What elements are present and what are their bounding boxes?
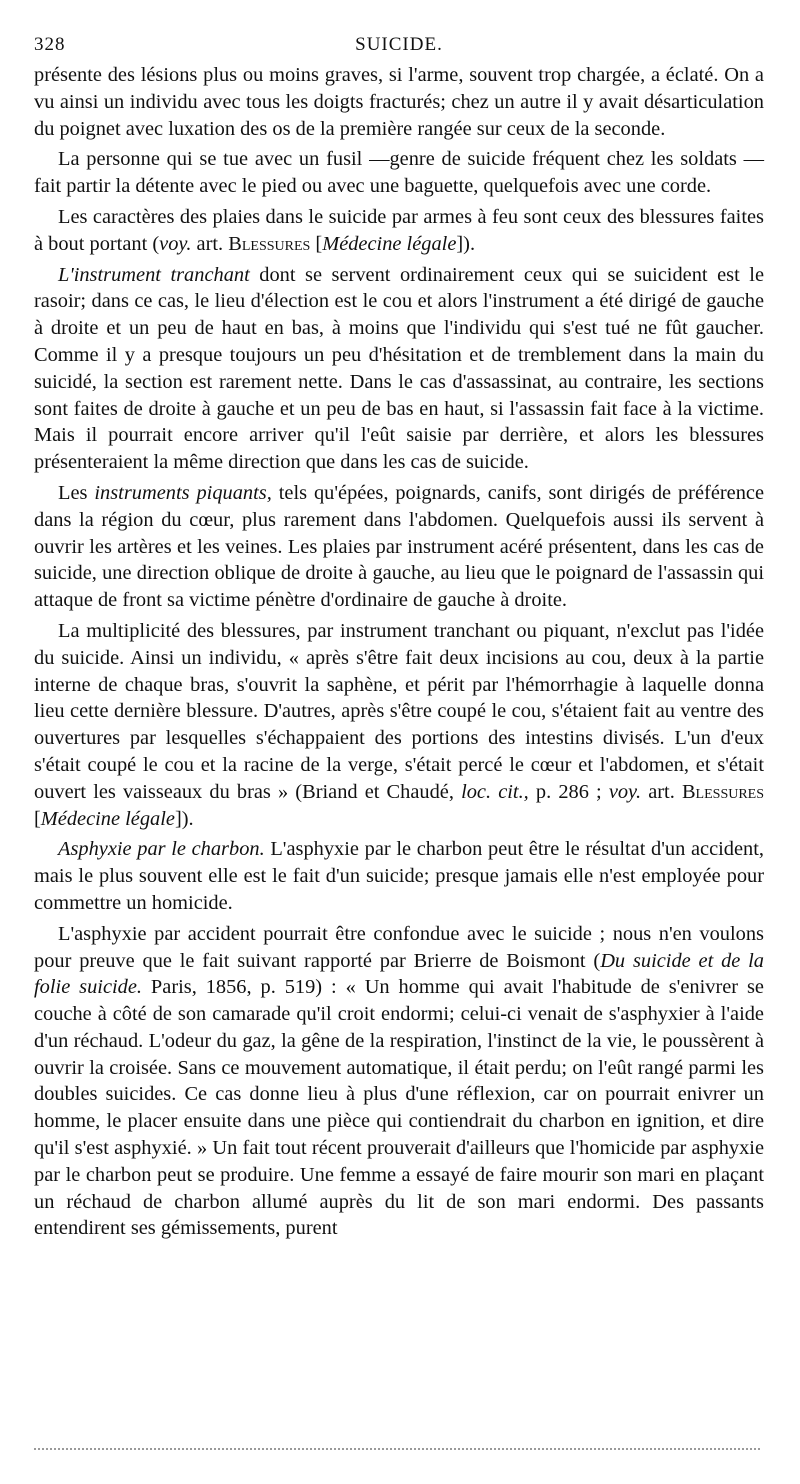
text-run: ]). xyxy=(174,807,194,830)
text-run: dont se servent ordinairement ceux qui se suicident est le rasoir; dans ce cas, le lieu d'élection est le cou et alors l'instrument a été dirigé de gauche à droite et un peu de haut en bas, à moins que l'individu qui s'est tué ne fût gaucher. Comme il y a presque toujours un peu d'hésitation et de tremblement dans la main du suicidé, la section est rarement nette. Dans le cas d'assassinat, au contraire, les sections sont faites de droite à gauche et un peu de bas en haut, si l'assassin fait face à la victime. Mais il pourrait encore arriver qu'il l'eût saisie par derrière, et alors les blessures présenteraient la même direction que dans les cas de suicide. xyxy=(34,263,764,474)
text-run: art. xyxy=(641,780,682,803)
text-run: tels qu'épées, poignards, canifs, sont dirigés de préférence dans la région du cœur, plus rarement dans l'abdomen. Quelquefois aussi ils servent à ouvrir les artères et les veines. Les plaies par instrument acéré présentent, dans les cas de suicide, une direction oblique de droite à gauche, au lieu que le poignard de l'assassin qui attaque de front sa victime pénètre d'ordinaire de gauche à droite. xyxy=(34,481,764,612)
paragraph xyxy=(34,62,764,142)
text-run: L'asphyxie par accident pourrait être confondue avec le suicide ; nous n'en voulons pour preuve que le fait suivant rapporté par Brierre de Boismont ( xyxy=(34,922,764,972)
text-run: [ xyxy=(310,232,323,255)
text-run: p. 286 ; xyxy=(528,780,609,803)
italic-run: Médecine légale xyxy=(40,807,175,830)
text-run: Paris, 1856, p. 519) : « Un homme qui avait l'habitude de s'enivrer se couche à côté de son camarade qu'il croit endormi; celui-ci venait de s'asphyxier à l'aide d'un réchaud. L'odeur du gaz, la gêne de la respiration, l'instinct de la vie, le poussèrent à ouvrir la croisée. Sans ce mouvement automatique, il était perdu; on l'eût rangé parmi les doubles suicides. Ce cas donne lieu à plus d'une réflexion, car on pourrait enivrer un homme, le placer ensuite dans une pièce qui contiendrait du charbon en ignition, et dire qu'il s'est asphyxié. » Un fait tout récent prouverait d'ailleurs que l'homicide par asphyxie par le charbon peut se produire. Une femme a essayé de faire mourir son mari en plaçant un réchaud de charbon allumé auprès du lit de son mari endormi. Des passants entendirent ses gémissements, purent xyxy=(34,976,764,1240)
italic-run: Du suicide et de la folie suicide. xyxy=(34,949,764,999)
text-run: présente des lésions plus ou moins graves, si l'arme, souvent trop chargée, a éclaté. On a vu ainsi un individu avec tous les doigts fracturés; chez un autre il y avait désarticulation du poignet avec luxation des os de la première rangée sur ceux de la seconde. xyxy=(34,64,764,140)
paragraph xyxy=(34,204,764,258)
italic-run: loc. cit., xyxy=(461,780,529,803)
italic-run: voy. xyxy=(159,232,192,255)
italic-run: L'instrument tranchant xyxy=(58,263,250,286)
page-number: 328 xyxy=(34,34,66,55)
paragraph xyxy=(34,262,764,476)
small-caps-run: Blessures xyxy=(228,232,311,255)
footer-rule xyxy=(34,1448,760,1450)
paragraph xyxy=(34,146,764,200)
paragraph xyxy=(34,480,764,614)
text-run: [ xyxy=(34,807,41,830)
italic-run: Médecine légale xyxy=(322,232,457,255)
paragraph xyxy=(34,836,764,916)
text-run: La personne qui se tue avec un fusil —genre de suicide fréquent chez les soldats — fait partir la détente avec le pied ou avec une baguette, quelquefois avec une corde. xyxy=(34,148,764,198)
text-run: La multiplicité des blessures, par instrument tranchant ou piquant, n'exclut pas l'idée du suicide. Ainsi un individu, « après s'être fait deux incisions au cou, deux à la partie interne de chaque bras, s'ouvrit la saphène, et périt par l'hémorrhagie à laquelle donna lieu cette dernière blessure. D'autres, après s'être coupé le cou, s'étaient fait au ventre des ouvertures par lesquelles s'échappaient des portions des intestins divisés. L'un d'eux s'était coupé le cou et la racine de la verge, s'était percé le cœur et l'abdomen, et s'était ouvert les vaisseaux du bras » (Briand et Chaudé, xyxy=(34,619,764,803)
small-caps-run: Blessures xyxy=(681,780,765,803)
italic-run: instruments piquants, xyxy=(94,481,272,504)
paragraph xyxy=(34,921,764,1243)
page-header xyxy=(34,30,764,60)
paragraph xyxy=(34,618,764,832)
text-run: art. xyxy=(191,232,229,255)
body-text xyxy=(34,62,764,1242)
italic-run: voy. xyxy=(608,780,642,803)
text-run: L'asphyxie par le charbon peut être le résultat d'un accident, mais le plus souvent elle est le fait d'un suicide; presque jamais elle n'est employée pour commettre un homicide. xyxy=(34,838,764,914)
running-title: SUICIDE. xyxy=(355,34,443,55)
text-run: Les caractères des plaies dans le suicide par armes à feu sont ceux des blessures faites à bout portant ( xyxy=(34,205,764,255)
text-run: ]). xyxy=(456,232,476,255)
italic-run: Asphyxie par le charbon. xyxy=(58,838,265,861)
text-run: Les xyxy=(58,481,95,504)
